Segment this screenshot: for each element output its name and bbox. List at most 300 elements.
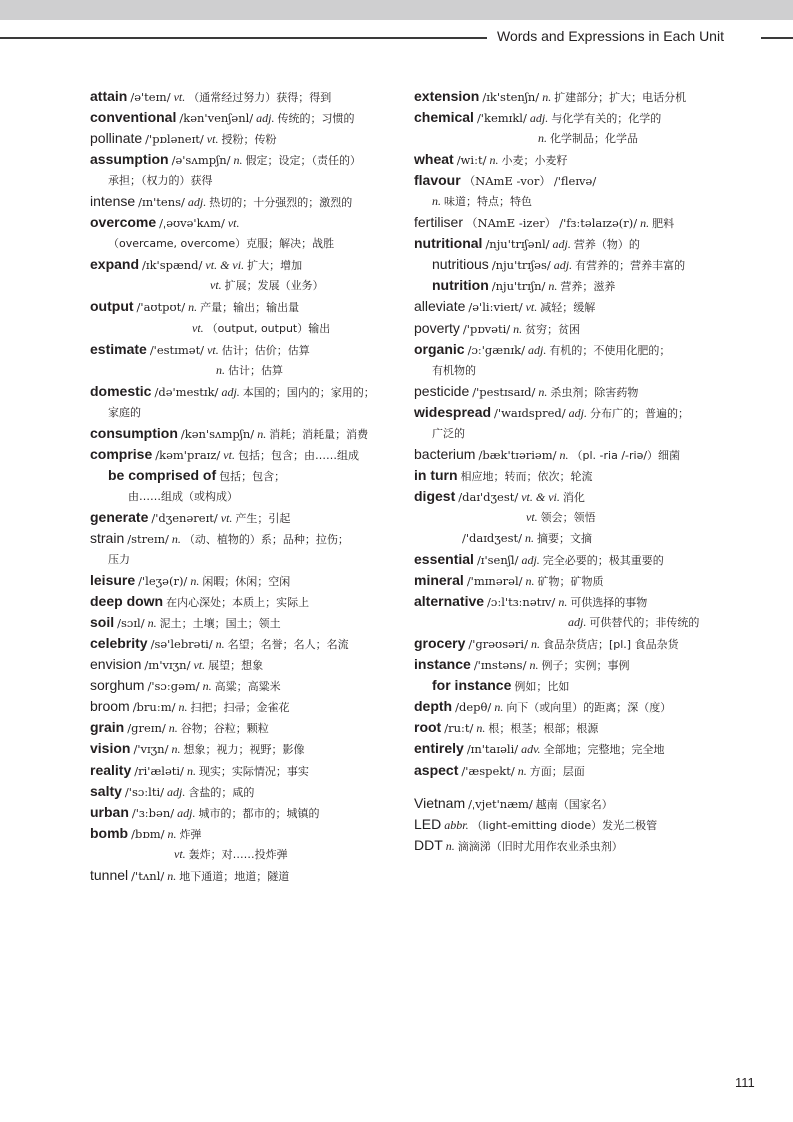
part-of-speech: vt.	[526, 509, 538, 524]
definition: 营养；滋养	[560, 280, 616, 294]
headword: assumption	[90, 151, 169, 168]
part-of-speech: vt.	[210, 278, 222, 293]
glossary-line	[414, 717, 744, 738]
phonetic: /ɔːl'tɜːnətɪv/	[487, 595, 556, 610]
definition: 小麦；小麦籽	[501, 154, 568, 168]
headword: LED	[414, 815, 442, 832]
headword: organic	[414, 340, 465, 357]
phonetic: /'pestɪsaɪd/	[472, 384, 536, 399]
part-of-speech: vt. & vi.	[205, 258, 245, 273]
phonetic: /'estɪmət/	[149, 342, 205, 357]
phonetic: /ˌvjet'næm/	[468, 796, 533, 811]
part-of-speech: adv.	[521, 742, 541, 757]
part-of-speech: adj.	[221, 384, 240, 399]
phonetic: /'fleɪvə/	[553, 174, 597, 189]
headword: tunnel	[90, 866, 129, 883]
part-of-speech: vt.	[207, 342, 219, 357]
part-of-speech: adj.	[256, 111, 275, 126]
glossary-line	[90, 191, 395, 212]
definition: 产量；输出；输出量	[200, 301, 300, 315]
definition: 传统的；习惯的	[277, 112, 355, 126]
phonetic: /kən'venʃənl/	[179, 111, 254, 126]
definition: 扩大；增加	[247, 259, 303, 273]
definition: 领会；领悟	[540, 510, 596, 524]
part-of-speech: vt.	[227, 216, 240, 231]
headword: pollinate	[90, 130, 143, 147]
glossary-line	[414, 360, 744, 381]
glossary-line	[90, 738, 395, 759]
glossary-line	[414, 633, 744, 654]
part-of-speech: adj.	[568, 615, 587, 630]
headword: chemical	[414, 109, 474, 126]
phonetic: /nju'trɪʃəs/	[491, 258, 551, 273]
glossary-line	[90, 107, 395, 128]
top-band	[0, 0, 793, 20]
definition: （动、植物的）系；品种；拉伤；	[183, 532, 349, 546]
phonetic: /bɒm/	[131, 826, 165, 841]
glossary-line	[90, 844, 395, 865]
headword: strain	[90, 529, 125, 546]
part-of-speech: n.	[186, 763, 196, 778]
phonetic: /ɪk'stenʃn/	[482, 90, 540, 104]
part-of-speech: n.	[215, 637, 225, 652]
glossary-line	[90, 128, 395, 149]
glossary-line	[90, 212, 395, 233]
glossary-line	[90, 570, 395, 591]
headword: flavour	[414, 172, 461, 189]
definition: 承担；（权力的）获得	[108, 174, 213, 188]
header-rule-right	[761, 37, 793, 39]
glossary-line	[90, 549, 395, 570]
headword: urban	[90, 803, 129, 820]
headword: leisure	[90, 572, 136, 589]
part-of-speech: adj.	[529, 111, 549, 126]
part-of-speech: adj.	[187, 195, 207, 210]
part-of-speech: n.	[202, 679, 212, 694]
part-of-speech: adj.	[167, 784, 186, 799]
part-of-speech: n.	[548, 279, 558, 294]
definition: 谷物；谷粒；颗粒	[180, 722, 269, 736]
glossary-line	[90, 170, 395, 191]
glossary-line	[414, 402, 744, 423]
part-of-speech: vt.	[220, 510, 233, 525]
headword: soil	[90, 614, 115, 631]
definition: 全部地；完整地；完全地	[543, 743, 665, 757]
definition: 炸弹	[179, 827, 202, 841]
glossary-line	[90, 254, 395, 275]
glossary-line	[414, 107, 744, 128]
definition: 现实；实际情况；事实	[198, 764, 309, 778]
part-of-speech: n.	[494, 700, 504, 715]
glossary-line	[414, 570, 744, 591]
glossary-line	[90, 654, 395, 675]
definition: 名望；名誉；名人；名流	[227, 638, 349, 652]
glossary-line	[414, 444, 744, 465]
variant-note: （NAmE -izer）	[466, 216, 557, 231]
definition: 有机物的	[432, 363, 476, 377]
definition: 想象；视力；视野；影像	[183, 743, 305, 757]
part-of-speech: n.	[216, 362, 225, 377]
glossary-line	[90, 423, 395, 444]
glossary-line	[414, 339, 744, 360]
part-of-speech: n.	[168, 721, 178, 736]
glossary-line	[90, 275, 395, 296]
glossary-line	[414, 486, 744, 507]
part-of-speech: n.	[513, 321, 523, 336]
phonetic: /ɪn'vɪʒn/	[144, 658, 191, 673]
right-glossary-column	[414, 86, 744, 856]
glossary-line	[414, 760, 744, 781]
phonetic: /ˌəʊvə'kʌm/	[159, 216, 225, 231]
part-of-speech: n.	[171, 531, 181, 546]
glossary-line	[414, 612, 744, 633]
definition: （overcame, overcome）克服；解决；战胜	[108, 237, 335, 251]
headword: output	[90, 298, 134, 315]
definition: 广泛的	[432, 426, 465, 440]
definition: 泥土；土壤；国土；领土	[159, 617, 281, 631]
glossary-line	[90, 486, 395, 507]
part-of-speech: adj.	[528, 342, 547, 357]
part-of-speech: vt.	[193, 658, 206, 673]
part-of-speech: adj.	[521, 553, 540, 568]
part-of-speech: vt.	[206, 132, 219, 147]
phonetic: /kən'sʌmpʃn/	[180, 426, 255, 441]
headword: comprise	[90, 445, 153, 462]
glossary-line	[414, 835, 744, 856]
part-of-speech: n.	[188, 300, 198, 315]
glossary-line	[90, 381, 395, 402]
glossary-line	[414, 318, 744, 339]
part-of-speech: n.	[538, 384, 548, 399]
glossary-line	[90, 633, 395, 654]
glossary-line	[414, 212, 744, 233]
definition: （pl. -ria /-riə/）细菌	[571, 448, 681, 462]
definition: 由……组成（或构成）	[128, 489, 238, 503]
definition: 例子；实例；事例	[541, 659, 630, 673]
part-of-speech: n.	[171, 742, 181, 757]
definition: 分布广的；普遍的；	[589, 406, 689, 420]
part-of-speech: vt.	[192, 320, 204, 335]
phonetic: /ɪn'tens/	[138, 195, 185, 210]
glossary-line	[414, 549, 744, 570]
headword: overcome	[90, 214, 157, 231]
headword: salty	[90, 782, 122, 799]
headword: for instance	[432, 677, 512, 694]
glossary-line	[90, 865, 395, 886]
definition: 食品杂货店；[pl.] 食品杂货	[542, 638, 679, 652]
glossary-line	[90, 233, 395, 254]
definition: 滴滴涕（旧时尤用作农业杀虫剂）	[457, 839, 623, 853]
glossary-line	[90, 507, 395, 528]
phonetic: /kəm'praɪz/	[155, 447, 221, 462]
headword: in turn	[414, 466, 458, 483]
glossary-line	[90, 675, 395, 696]
definition: 热切的；十分强烈的；激烈的	[209, 196, 353, 210]
definition: 轰炸；对……投炸弹	[188, 847, 288, 861]
part-of-speech: n.	[178, 700, 188, 715]
glossary-line	[90, 149, 395, 170]
definition: 越南（国家名）	[535, 797, 613, 811]
definition: 例如；比如	[514, 680, 570, 694]
glossary-line	[414, 654, 744, 675]
definition: 有营养的；营养丰富的	[575, 259, 686, 273]
phonetic: /'leʒə(r)/	[138, 574, 188, 589]
glossary-line	[90, 318, 395, 339]
definition: 方面；层面	[529, 764, 585, 778]
part-of-speech: n.	[476, 721, 486, 736]
part-of-speech: n.	[167, 868, 177, 883]
phonetic: /nju'trɪʃn/	[491, 279, 546, 294]
part-of-speech: n.	[147, 616, 157, 631]
phonetic: /'ɪnstəns/	[473, 658, 527, 673]
definition: 高粱；高粱米	[214, 680, 281, 694]
glossary-line	[414, 814, 744, 835]
headword: wheat	[414, 151, 454, 168]
phonetic: /'daɪdʒest/	[462, 530, 522, 545]
part-of-speech: n.	[559, 447, 569, 462]
headword: vision	[90, 740, 131, 757]
headword: grocery	[414, 635, 466, 652]
part-of-speech: n.	[542, 90, 552, 104]
glossary-line	[414, 191, 744, 212]
phonetic: /bæk'tɪəriəm/	[478, 447, 557, 462]
glossary-line	[90, 612, 395, 633]
part-of-speech: n.	[529, 658, 539, 673]
glossary-line	[414, 781, 744, 793]
headword: envision	[90, 656, 142, 673]
headword: pesticide	[414, 382, 470, 399]
glossary-line	[90, 339, 395, 360]
headword: celebrity	[90, 635, 148, 652]
part-of-speech: n.	[190, 574, 200, 589]
definition: 根；根茎；根部；根源	[488, 722, 599, 736]
definition: 向下（或向里）的距离；深（度）	[506, 701, 672, 715]
definition: 授粉；传粉	[221, 133, 277, 147]
headword: grain	[90, 719, 125, 736]
part-of-speech: n.	[525, 530, 534, 545]
phonetic: /'grəʊsəri/	[468, 637, 528, 652]
headword: consumption	[90, 424, 178, 441]
headword: nutritional	[414, 235, 483, 252]
phonetic: /sə'lebrəti/	[150, 637, 213, 652]
glossary-line	[90, 717, 395, 738]
definition: 压力	[108, 553, 130, 567]
glossary-line	[90, 465, 395, 486]
definition: （通常经过努力）获得；得到	[188, 91, 332, 104]
part-of-speech: n.	[525, 574, 535, 589]
glossary-line	[90, 760, 395, 781]
phonetic: /'pɒvəti/	[462, 321, 511, 336]
phonetic: /'ɜːbən/	[131, 805, 175, 820]
phonetic: /ɔː'gænɪk/	[467, 342, 526, 357]
definition: （light-emitting diode）发光二极管	[471, 818, 658, 832]
definition: 包括；包含；由……组成	[237, 448, 359, 462]
glossary-line	[414, 233, 744, 254]
headword: Vietnam	[414, 794, 466, 811]
glossary-line	[414, 591, 744, 612]
part-of-speech: n.	[167, 826, 177, 841]
glossary-line	[414, 423, 744, 444]
part-of-speech: adj.	[553, 258, 573, 273]
headword: bacterium	[414, 445, 476, 462]
phonetic: /bruːm/	[132, 700, 176, 715]
phonetic: /wiːt/	[456, 153, 487, 168]
headword: widespread	[414, 403, 492, 420]
glossary-line	[414, 675, 744, 696]
definition: 完全必要的；极其重要的	[542, 554, 664, 568]
headword: poverty	[414, 319, 460, 336]
part-of-speech: adj.	[568, 405, 587, 420]
headword: alternative	[414, 593, 485, 610]
part-of-speech: n.	[517, 763, 527, 778]
phonetic: /ə'liːvieɪt/	[468, 300, 523, 315]
part-of-speech: n.	[432, 194, 441, 209]
part-of-speech: vt. & vi.	[521, 489, 560, 504]
definition: 可供选择的事物	[570, 596, 648, 610]
headword: depth	[414, 698, 453, 715]
definition: 含盐的；咸的	[188, 785, 255, 799]
headword: reality	[90, 761, 132, 778]
definition: 家庭的	[108, 405, 141, 419]
part-of-speech: vt.	[525, 300, 538, 315]
glossary-line	[414, 528, 744, 549]
part-of-speech: abbr.	[444, 817, 469, 832]
definition: 产生；引起	[235, 511, 291, 525]
definition: 假定；设定；（责任的）	[245, 154, 361, 168]
glossary-line	[414, 696, 744, 717]
phonetic: /'fɜːtəlaɪzə(r)/	[559, 216, 638, 231]
definition: 消耗；消耗量；消费	[269, 427, 369, 441]
headword: estimate	[90, 340, 147, 357]
glossary-line	[90, 696, 395, 717]
phonetic: /'pɒləneɪt/	[145, 132, 204, 147]
part-of-speech: n.	[530, 637, 540, 652]
page-number: 111	[735, 1075, 755, 1090]
definition: 消化	[562, 490, 585, 504]
part-of-speech: n.	[257, 426, 267, 441]
definition: 估计；估算	[228, 363, 283, 377]
phonetic: /nju'trɪʃənl/	[485, 237, 550, 252]
glossary-line	[90, 360, 395, 381]
part-of-speech: n.	[489, 153, 499, 168]
definition: 贫穷；贫困	[525, 322, 581, 336]
glossary-line	[414, 149, 744, 170]
headword: sorghum	[90, 677, 145, 694]
headword: digest	[414, 487, 456, 504]
definition: 展望；想象	[208, 659, 264, 673]
phonetic: /ə'sʌmpʃn/	[171, 153, 231, 168]
phonetic: /'vɪʒn/	[133, 742, 169, 757]
definition: 包括；包含；	[219, 469, 286, 483]
definition: 肥料	[652, 217, 675, 231]
glossary-line	[90, 402, 395, 423]
phonetic: /ɪ'senʃl/	[476, 553, 519, 568]
definition: 可供替代的；非传统的	[589, 616, 700, 630]
glossary-line	[414, 793, 744, 814]
glossary-line	[414, 296, 744, 317]
definition: （output, output）输出	[206, 321, 331, 335]
phonetic: /greɪn/	[127, 721, 166, 736]
phonetic: /streɪn/	[127, 531, 169, 546]
definition: 估计；估价；估算	[221, 343, 310, 357]
part-of-speech: adj.	[177, 805, 196, 820]
phonetic: /ɪk'spænd/	[142, 258, 203, 273]
glossary-line	[414, 128, 744, 149]
headword: broom	[90, 698, 130, 715]
headword: root	[414, 719, 442, 736]
headword: deep down	[90, 593, 164, 610]
glossary-line	[414, 170, 744, 191]
part-of-speech: n.	[233, 153, 243, 168]
headword: instance	[414, 656, 471, 673]
part-of-speech: n.	[538, 131, 547, 146]
phonetic: /sɔɪl/	[117, 616, 145, 631]
headword: bomb	[90, 824, 129, 841]
definition: 化学制品；化学品	[550, 132, 638, 146]
headword: nutritious	[432, 256, 489, 273]
variant-note: （NAmE -vor）	[463, 174, 551, 189]
definition: 相应地；转而；依次；轮流	[460, 469, 593, 483]
phonetic: /ruːt/	[444, 721, 474, 736]
phonetic: /'sɔːgəm/	[147, 679, 200, 694]
glossary-line	[90, 802, 395, 823]
glossary-line	[90, 86, 395, 107]
phonetic: /depθ/	[455, 700, 492, 715]
glossary-line	[90, 823, 395, 844]
headword: mineral	[414, 572, 464, 589]
phonetic: /ɪn'taɪəli/	[466, 742, 519, 757]
headword: be comprised of	[108, 466, 217, 483]
headword: conventional	[90, 109, 177, 126]
glossary-line	[90, 528, 395, 549]
headword: DDT	[414, 836, 443, 853]
glossary-line	[414, 507, 744, 528]
definition: 杀虫剂；除害药物	[550, 385, 639, 399]
headword: attain	[90, 88, 128, 104]
definition: 摘要；文摘	[537, 531, 592, 545]
phonetic: /ri'æləti/	[134, 763, 184, 778]
headword: entirely	[414, 740, 464, 757]
glossary-line	[90, 591, 395, 612]
glossary-line	[414, 738, 744, 759]
glossary-line	[90, 296, 395, 317]
headword: alleviate	[414, 298, 466, 315]
phonetic: /'waɪdspred/	[494, 405, 566, 420]
phonetic: /də'mestɪk/	[154, 384, 219, 399]
left-glossary-column	[90, 86, 395, 886]
phonetic: /'mɪnərəl/	[466, 574, 523, 589]
headword: expand	[90, 256, 140, 273]
headword: intense	[90, 193, 136, 210]
definition: 扩建部分；扩大；电话分机	[554, 91, 687, 104]
definition: 有机的；不使用化肥的；	[549, 343, 671, 357]
phonetic: /daɪ'dʒest/	[458, 489, 519, 504]
definition: 闲暇；休闲；空闲	[202, 575, 291, 589]
glossary-line	[414, 381, 744, 402]
definition: 减轻；缓解	[540, 301, 596, 315]
glossary-line	[90, 781, 395, 802]
phonetic: /'æspekt/	[461, 763, 515, 778]
definition: 扫把；扫帚；金雀花	[190, 701, 290, 715]
phonetic: /'sɔːlti/	[124, 784, 165, 799]
definition: 营养（物）的	[573, 238, 640, 252]
definition: 与化学有关的；化学的	[551, 112, 662, 126]
part-of-speech: vt.	[174, 846, 186, 861]
glossary-line	[90, 444, 395, 465]
part-of-speech: vt.	[173, 90, 186, 104]
headword: aspect	[414, 761, 459, 778]
part-of-speech: adj.	[552, 237, 571, 252]
